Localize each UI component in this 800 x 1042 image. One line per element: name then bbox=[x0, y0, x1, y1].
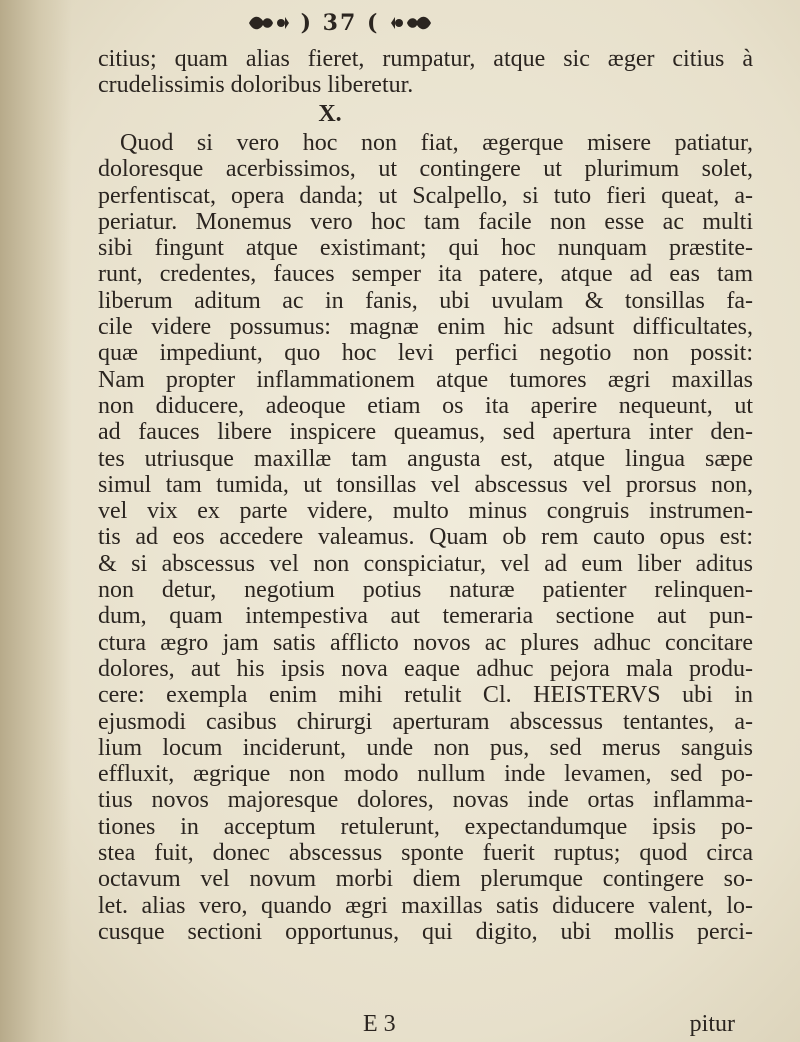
text-line: non detur, negotium potius naturæ patienter relinquen- bbox=[98, 577, 753, 604]
text-line: cere: exempla enim mihi retulit Cl. HEISTERVS ubi in bbox=[98, 682, 753, 709]
page-number: ) 37 ( bbox=[300, 10, 380, 36]
text-line: dum, quam intempestiva aut temeraria sectione aut pun- bbox=[98, 603, 753, 630]
text-line: tius novos majoresque dolores, novas inde ortas inflamma- bbox=[98, 787, 753, 814]
section-body bbox=[98, 130, 753, 945]
text-line: stea fuit, donec abscessus sponte fuerit ruptus; quod circa bbox=[98, 840, 753, 867]
text-line: doloresque acerbissimos, ut contingere ut plurimum solet, bbox=[98, 156, 753, 183]
signature-mark: E 3 bbox=[363, 1011, 396, 1037]
section-number: X. bbox=[318, 101, 342, 127]
text-line: dolores, aut his ipsis nova eaque adhuc pejora mala produ- bbox=[98, 655, 753, 682]
text-line: crudelissimis doloribus liberetur. bbox=[98, 72, 414, 99]
running-header bbox=[180, 8, 500, 38]
text-line: effluxit, ægrique non modo nullum inde levamen, sed po- bbox=[98, 761, 753, 788]
text-line: lium locum inciderunt, unde non pus, sed merus sanguis bbox=[98, 734, 753, 761]
text-line: cile videre possumus: magnæ enim hic adsunt difficultates, bbox=[98, 314, 753, 341]
text-line: simul tam tumida, ut tonsillas vel abscessus vel prorsus non, bbox=[98, 471, 753, 498]
text-line: tis ad eos accedere valeamus. Quam ob rem cauto opus est: bbox=[98, 524, 753, 551]
text-line: sibi fingunt atque existimant; qui hoc nunquam præstite- bbox=[98, 235, 753, 262]
text-line: periatur. Monemus vero hoc tam facile non esse ac multi bbox=[98, 208, 753, 235]
opening-paragraph bbox=[98, 46, 753, 99]
text-line: Quod si vero hoc non fiat, ægerque misere patiatur, bbox=[120, 130, 753, 156]
catchword: pitur bbox=[689, 1011, 735, 1037]
text-line: cusque sectioni opportunus, qui digito, ubi mollis perci- bbox=[98, 918, 753, 945]
text-line: non diducere, adeoque etiam os ita aperire nequeunt, ut bbox=[98, 392, 753, 419]
text-line: runt, credentes, fauces semper ita patere, atque ad eas tam bbox=[98, 261, 753, 288]
text-line: let. alias vero, quando ægri maxillas satis diducere valent, lo- bbox=[98, 892, 753, 919]
text-line: citius; quam alias fieret, rumpatur, atque sic æger citius à bbox=[98, 46, 753, 72]
text-line: ejusmodi casibus chirurgi aperturam abscessus tentantes, a- bbox=[98, 708, 753, 735]
text-line: octavum vel novum morbi diem plerumque contingere so- bbox=[98, 866, 753, 893]
text-line: Nam propter inflammationem atque tumores ægri maxillas bbox=[98, 366, 753, 393]
text-line: ctura ægro jam satis afflicto novos ac plures adhuc concitare bbox=[98, 629, 753, 656]
left-ornament-icon bbox=[245, 13, 291, 33]
text-line: tes utriusque maxillæ tam angusta est, atque lingua sæpe bbox=[98, 445, 753, 472]
text-line: tiones in acceptum retulerunt, expectandumque ipsis po- bbox=[98, 813, 753, 840]
text-line: liberum aditum ac in fanis, ubi uvulam & tonsillas fa- bbox=[98, 287, 753, 314]
right-ornament-icon bbox=[389, 13, 435, 33]
text-line: & si abscessus vel non conspiciatur, vel ad eum liber aditus bbox=[98, 550, 753, 577]
text-line: perfentiscat, opera danda; ut Scalpello, si tuto fieri queat, a- bbox=[98, 182, 753, 209]
page-footer bbox=[98, 1011, 753, 1039]
text-line: ad fauces libere inspicere queamus, sed apertura inter den- bbox=[98, 419, 753, 446]
text-line: vel vix ex parte videre, multo minus congruis instrumen- bbox=[98, 498, 753, 525]
binding-shadow bbox=[0, 0, 72, 1042]
text-line: quæ impediunt, quo hoc levi perfici negotio non possit: bbox=[98, 340, 753, 367]
